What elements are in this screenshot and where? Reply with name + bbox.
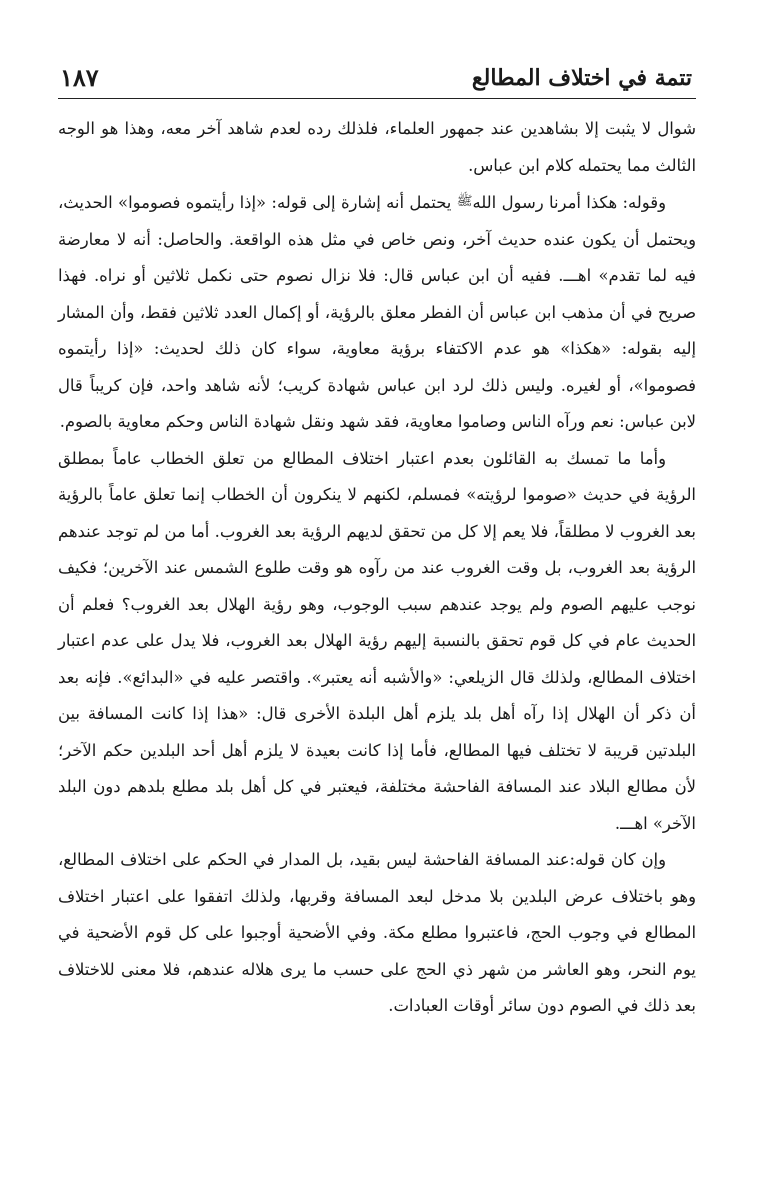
paragraph-2-rest: يحتمل أنه إشارة إلى قوله: «إذا رأيتموه فصوموا» الحديث، ويحتمل أن يكون عنده حديث آخر، ونص خاص في مثل هذه الواقعة. والحاصل: أنه لا معارضة فيه لما تقدم» اهـــ. ففيه أن ابن عباس قال: فلا نزال نصوم حتى نكمل ثلاثين أو نراه. فهذا صريح في أن مذهب ابن عباس أن الفطر معلق بالرؤية، أو إكمال العدد ثلاثين فقط، وأن المشار إليه بقوله: «هكذا» هو عدم الاكتفاء برؤية معاوية، سواء كان ذلك لحديث: «إذا رأيتموه فصوموا»، أو لغيره. وليس ذلك لرد ابن عباس شهادة كريب؛ لأنه شاهد واحد، فإن كريباً قال لابن عباس: نعم ورآه الناس وصاموا معاوية، فقد شهد ونقل شهادة الناس وحكم معاوية بالصوم.	[58, 193, 696, 431]
honorific-mark: ﷺ	[456, 194, 473, 209]
running-title: تتمة في اختلاف المطالع	[471, 65, 692, 91]
page-number: ١٨٧	[60, 63, 99, 92]
paragraph-4: وإن كان قوله:عند المسافة الفاحشة ليس بقيد، بل المدار في الحكم على اختلاف المطالع، وهو باختلاف عرض البلدين بلا مدخل لبعد المسافة وقربها، ولذلك اتفقوا على اعتبار اختلاف المطالع في وجوب الحج، فاعتبروا مطلع مكة. وفي الأضحية أوجبوا على كل قوم الأضحية في يوم النحر، وهو العاشر من شهر ذي الحج على حسب ما يرى هلاله عندهم، فلا معنى للاختلاف بعد ذلك في الصوم دون سائر أوقات العبادات.	[58, 850, 696, 1015]
body-text	[58, 111, 696, 1025]
paragraph-1: شوال لا يثبت إلا بشاهدين عند جمهور العلماء، فلذلك رده لعدم شاهد آخر معه، وهذا هو الوجه الثالث مما يحتمله كلام ابن عباس.	[58, 119, 696, 175]
book-page	[58, 58, 696, 1025]
paragraph-3: وأما ما تمسك به القائلون بعدم اعتبار اختلاف المطالع من تعلق الخطاب عاماً بمطلق الرؤية في حديث «صوموا لرؤيته» فمسلم، لكنهم لا ينكرون أن الخطاب إنما تعلق عاماً بالرؤية بعد الغروب لا مطلقاً، فلا يعم إلا كل من تحقق لديهم الرؤية بعد الغروب. أما من لم توجد عندهم الرؤية بعد الغروب، بل وقت الغروب عند من رآوه هو وقت طلوع الشمس عند الآخرين؛ فكيف نوجب عليهم الصوم ولم يوجد عندهم سبب الوجوب، وهو رؤية الهلال بعد الغروب؟ فعلم أن الحديث عام في كل قوم تحقق بالنسبة إليهم رؤية الهلال بعد الغروب، فلا يدل على عدم اعتبار اختلاف المطالع، ولذلك قال الزيلعي: «والأشبه أنه يعتبر». واقتصر عليه في «البدائع». فإنه بعد أن ذكر أن الهلال إذا رآه أهل بلد يلزم أهل البلدة الأخرى قال: «هذا إذا كانت المسافة بين البلدتين قريبة لا تختلف فيها المطالع، فأما إذا كانت بعيدة لا يلزم أهل أحد البلدين حكم الآخر؛ لأن مطالع البلاد عند المسافة الفاحشة مختلفة، فيعتبر في كل أهل بلد مطلع بلدهم دون البلد الآخر» اهـــ.	[58, 448, 696, 833]
paragraph-2-opening: وقوله: هكذا أمرنا رسول الله	[472, 193, 667, 212]
page-header	[58, 58, 696, 99]
paragraph-2	[58, 184, 696, 441]
